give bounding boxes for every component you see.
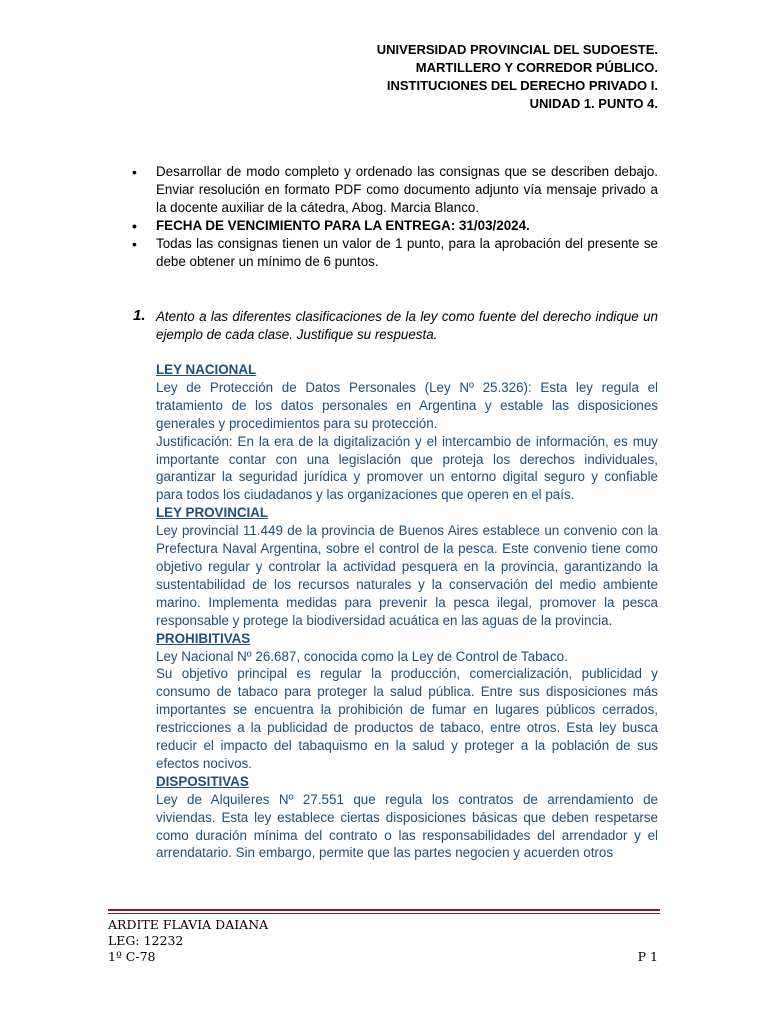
footer-course: 1º C-78 — [108, 949, 156, 964]
footer-page-number: P 1 — [637, 949, 658, 964]
instructions-list — [130, 163, 658, 271]
section-heading-dispositivas: DISPOSITIVAS — [156, 773, 249, 789]
section-paragraph: Ley de Alquileres Nº 27.551 que regula los contratos de arrendamiento de viviendas. Esta ley establece ciertas disposiciones básicas que deben respetarse como duración mínima del contrato o las responsabilidades del arrendador y el arrendatario. Sin embargo, permite que las partes negocien y acuerden otros — [156, 791, 658, 861]
section-heading-ley-provincial: LEY PROVINCIAL — [156, 505, 269, 521]
question-number: 1. — [133, 307, 146, 324]
section-paragraph: Ley provincial 11.449 de la provincia de Buenos Aires establece un convenio con la Prefectura Naval Argentina, sobre el control de la pesca. Este convenio tiene como objetivo regular y controlar la actividad pesquera en la provincia, garantizando la sustentabilidad de los recursos naturales y la conservación del medio ambiente marino. Implementa medidas para prevenir la pesca ilegal, promover la pesca responsable y protege la biodiversidad acuática en las aguas de la provincia. — [156, 523, 658, 628]
question-text: Atento a las diferentes clasificaciones de la ley como fuente del derecho indique un ejemplo de cada clase. Justifique su respuesta. — [156, 309, 658, 342]
document-footer — [108, 917, 660, 965]
document-header — [377, 41, 658, 113]
section-heading-prohibitivas: PROHIBITIVAS — [156, 630, 251, 646]
section-paragraph: Ley de Protección de Datos Personales (Ley Nº 25.326): Esta ley regula el tratamiento de los datos personales en Argentina y estable las disposiciones generales y procedimientos para su protección. — [156, 379, 658, 431]
instruction-item: • Todas las consignas tienen un valor de 1 punto, para la aprobación del presente se debe obtener un mínimo de 6 puntos. — [130, 235, 658, 271]
section-paragraph: Ley Nacional Nº 26.687, conocida como la Ley de Control de Tabaco. — [156, 648, 568, 664]
header-subject: INSTITUCIONES DEL DERECHO PRIVADO I. — [386, 78, 658, 93]
instruction-item-deadline: • FECHA DE VENCIMIENTO PARA LA ENTREGA: 31/03/2024. — [130, 217, 658, 235]
section-paragraph: Su objetivo principal es regular la producción, comercialización, publicidad y consumo de tabaco para proteger la salud pública. Entre sus disposiciones más importantes se encuentra la prohibición de fumar en lugares públicos cerrados, restricciones a la publicidad de productos de tabaco, entre otros. Esta ley busca reducir el impacto del tabaquismo en la salud y proteger a la población de sus efectos nocivos. — [156, 666, 658, 771]
section-heading-ley-nacional: LEY NACIONAL — [156, 362, 257, 377]
footer-author-name: ARDITE FLAVIA DAIANA — [108, 917, 269, 932]
header-university: UNIVERSIDAD PROVINCIAL DEL SUDOESTE. — [376, 42, 658, 57]
instruction-item: • Desarrollar de modo completo y ordenado las consignas que se describen debajo. Enviar resolución en formato PDF como documento adjunto vía mensaje privado a la docente auxiliar de la cátedra, Abog. Marcia Blanco. — [130, 163, 658, 217]
section-paragraph: Justificación: En la era de la digitalización y el intercambio de información, es muy importante contar con una legislación que proteja los derechos individuales, garantizar la seguridad jurídica y promover un entorno digital seguro y confiable para todos los ciudadanos y las organizaciones que operen en el país. — [156, 433, 658, 503]
footer-leg: LEG: 12232 — [108, 933, 184, 948]
footer-divider — [108, 909, 660, 916]
answer-body — [156, 361, 658, 862]
header-unit: UNIDAD 1. PUNTO 4. — [529, 96, 658, 111]
header-career: MARTILLERO Y CORREDOR PÚBLICO. — [415, 60, 658, 75]
